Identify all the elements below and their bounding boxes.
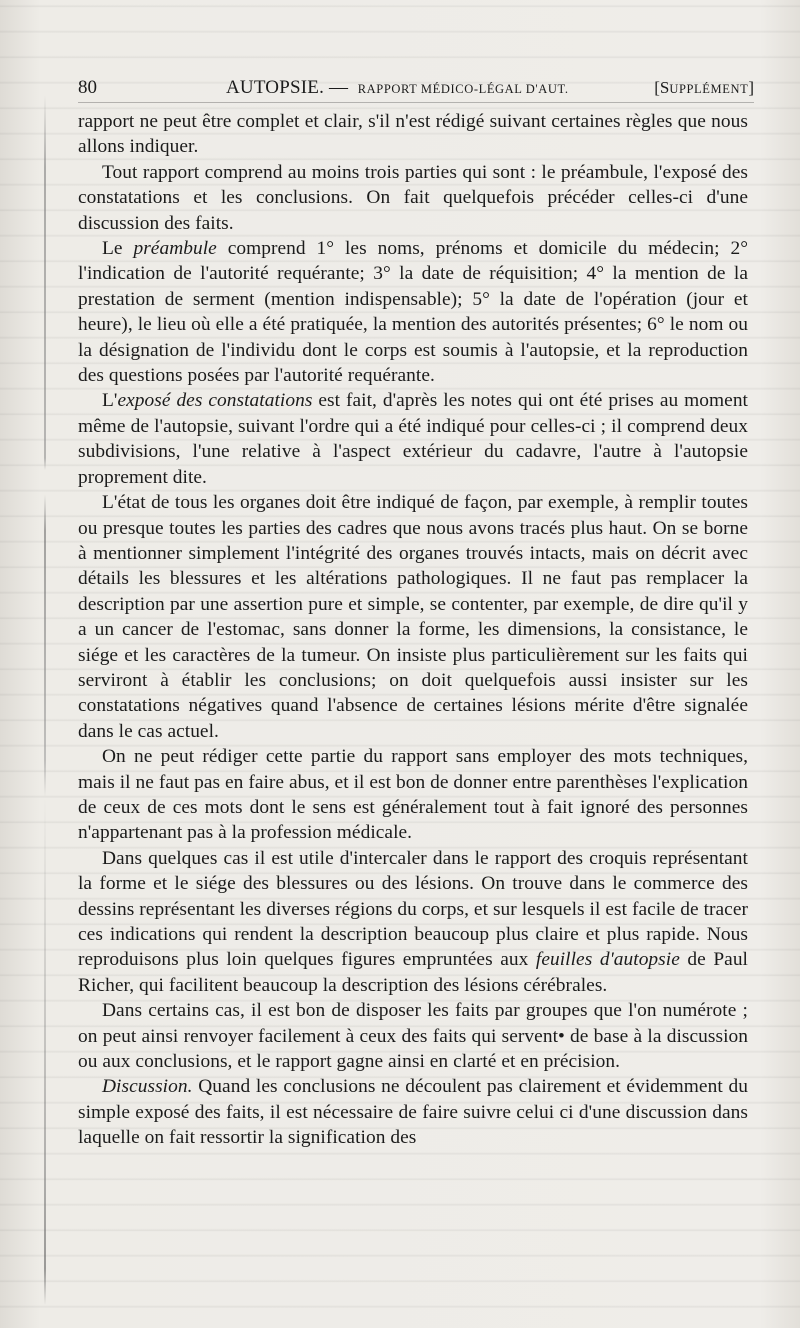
paragraph-text: de Paul Richer, qui facilitent beaucoup la description des lésions cérébrales. <box>78 949 748 996</box>
paragraph-parties <box>78 160 748 236</box>
italic-term: Discussion. <box>102 1076 193 1098</box>
running-title-main: AUTOPSIE. — <box>226 77 349 98</box>
paragraph-croquis <box>78 846 748 998</box>
running-header <box>78 76 754 100</box>
italic-term: exposé des constatations <box>117 390 313 412</box>
paragraph-expose <box>78 388 748 490</box>
paragraph-lead: Dans quelques cas il est utile d'intercaler dans le rapport des croquis représentant la forme et le siége des blessures ou des lésions. On trouve dans le commerce des dessins représentant les diverses régions du corps, et sur lesquels il est facile de tracer ces indications qui rendent la description beaucoup plus claire et plus rapide. Nous reproduisons plus loin quelques figures empruntées aux <box>78 847 748 971</box>
italic-term: feuilles d'autopsie <box>535 949 680 971</box>
paragraph-discussion <box>78 1074 748 1150</box>
paragraph-preambule <box>78 236 748 388</box>
paragraph-etat-organes <box>78 490 748 744</box>
paragraph-text: Dans certains cas, il est bon de disposer les faits par groupes que l'on numérote ; on peut ainsi renvoyer facilement à ceux des faits qui servent• de base à la discussion ou aux conclusions, et le rapport gagne ainsi en clarté et en précision. <box>78 1000 748 1073</box>
paragraph-mots-techniques <box>78 744 748 846</box>
paragraph-text: Tout rapport comprend au moins trois parties qui sont : le préambule, l'exposé des constatations et les conclusions. On fait quelquefois précéder celles-ci d'une discussion des faits. <box>78 161 748 234</box>
section-open: [S <box>654 78 670 97</box>
section-label <box>654 76 754 101</box>
paragraph-text: comprend 1° les noms, prénoms et domicile du médecin; 2° l'indication de l'autorité requérante; 3° la date de réquisition; 4° la mention de la prestation de serment (mention indispensable); 5° la date de l'opération (jour et heure), le lieu où elle a été pratiquée, la mention des autorités présentes; 6° le nom ou la désignation de l'individu dont le corps est soumis à l'autopsie, et la reproduction des questions posées par l'autorité requérante. <box>78 238 749 387</box>
paragraph-text: rapport ne peut être complet et clair, s'il n'est rédigé suivant certaines règles que nous allons indiquer. <box>78 111 748 158</box>
section-close: ] <box>748 78 754 97</box>
binding-edge-mark <box>44 95 46 1305</box>
page-body <box>78 109 748 1151</box>
header-rule <box>78 102 754 103</box>
paragraph-continuation <box>78 109 748 160</box>
paragraph-text: On ne peut rédiger cette partie du rapport sans employer des mots techniques, mais il ne faut pas en faire abus, et il est bon de donner entre parenthèses l'explication de ceux de ces mots dont le sens est généralement tout à fait ignoré des personnes n'appartenant pas à la profession médicale. <box>78 746 748 844</box>
section-small: UPPLÉMENT <box>669 82 749 96</box>
paragraph-text: Quand les conclusions ne découlent pas clairement et évidemment du simple exposé des faits, il est nécessaire de faire suivre celui ci d'une discussion dans laquelle on fait ressortir la signification des <box>78 1076 748 1149</box>
paragraph-text: L'état de tous les organes doit être indiqué de façon, par exemple, à remplir toutes ou presque toutes les parties des cadres que nous avons tracés plus haut. On se borne à mentionner simplement l'intégrité des organes trouvés intacts, mais on décrit avec détails les blessures et les altérations pathologiques. Il ne faut pas remplacer la description par une assertion pure et simple, se contenter, par exemple, de dire qu'il y a un cancer de l'estomac, sans donner la forme, les dimensions, la consistance, le siége et les caractères de la tumeur. On insiste plus particulièrement sur les faits qui serviront à établir les conclusions; on doit quelquefois aussi insister sur les constatations négatives quand l'absence de certaines lésions mérite d'être signalée dans le cas actuel. <box>78 492 748 742</box>
paragraph-groupes <box>78 998 748 1074</box>
paragraph-lead: L' <box>102 390 118 412</box>
running-title-small: RAPPORT MÉDICO-LÉGAL D'AUT. <box>357 82 569 96</box>
paragraph-text: est fait, d'après les notes qui ont été prises au moment même de l'autopsie, suivant l'ordre qui a été indiqué pour celles-ci ; il comprend deux subdivisions, l'une relative à l'aspect extérieur du cadavre, l'autre à l'autopsie proprement dite. <box>78 390 748 488</box>
page-number: 80 <box>78 77 97 98</box>
italic-term: préambule <box>133 238 217 260</box>
paragraph-lead: Le <box>102 238 134 260</box>
running-title <box>226 76 569 101</box>
